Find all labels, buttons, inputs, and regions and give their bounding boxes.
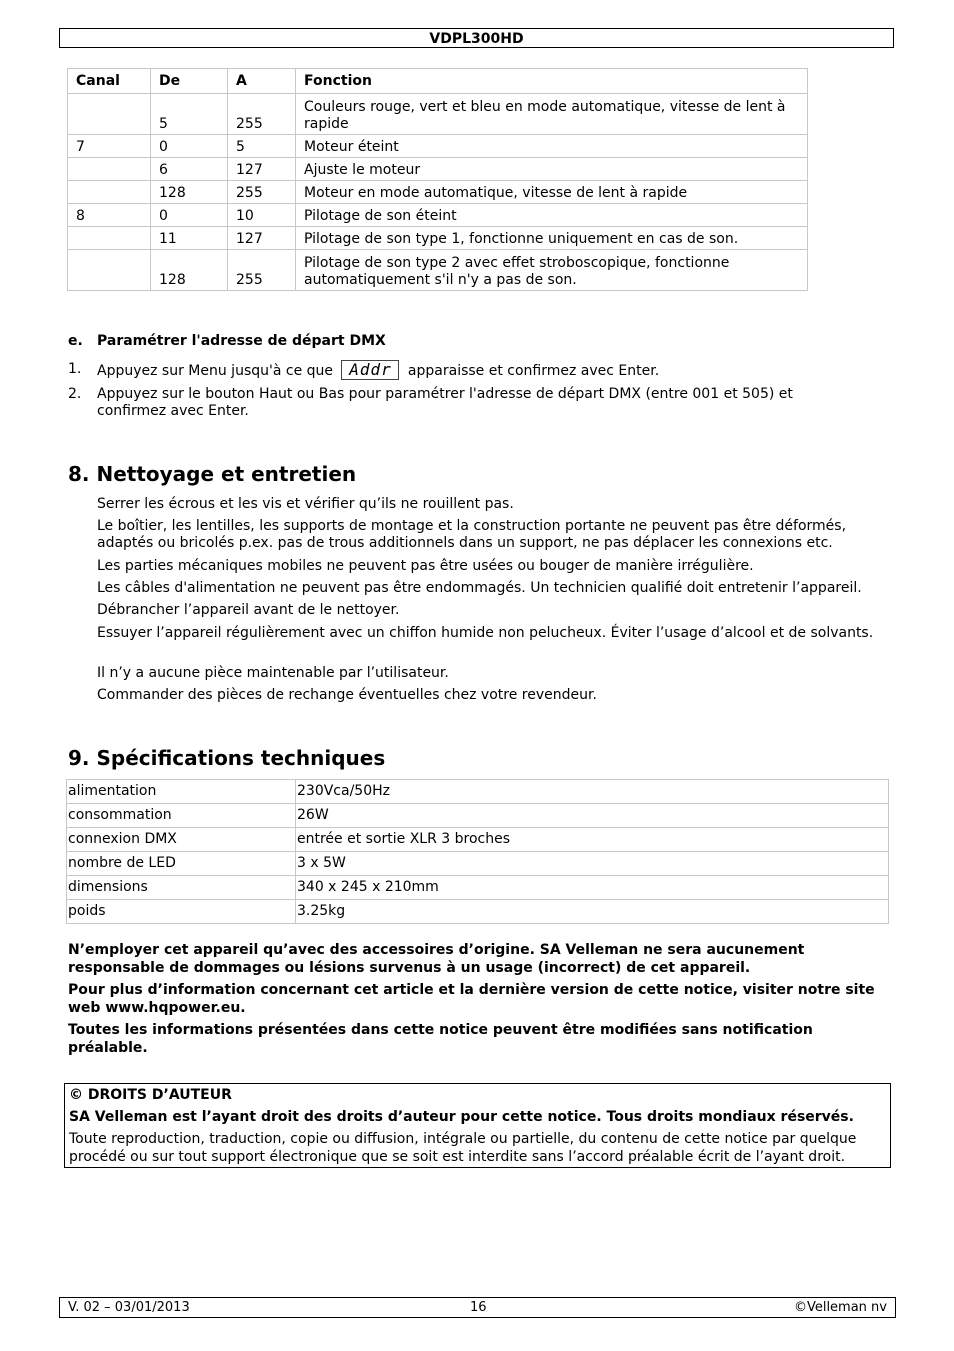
copyright-text: Toute reproduction, traduction, copie ou diffusion, intégrale ou partielle, du contenu de cette notice par quelque procédé ou sur tout support électronique que se soit est interdite sans l’accord préalable écrit de l’ayant droit. [69, 1131, 857, 1165]
cell-canal [68, 158, 151, 181]
model-title: VDPL300HD [429, 31, 524, 47]
paragraph: Serrer les écrous et les vis et vérifier qu’ils ne rouillent pas. [97, 496, 514, 512]
step-2 [68, 386, 868, 422]
table-row [67, 852, 889, 876]
table-row [68, 135, 808, 158]
col-header-a: A [228, 69, 296, 94]
addr-display-icon: Addr [341, 360, 399, 380]
cell-fonction: Moteur en mode automatique, vitesse de lent à rapide [296, 181, 808, 204]
table-row [67, 780, 889, 804]
cell-canal [68, 94, 151, 135]
spec-value: 340 x 245 x 210mm [296, 876, 889, 900]
cell-fonction: Pilotage de son type 1, fonctionne uniquement en cas de son. [296, 227, 808, 250]
cell-canal [68, 181, 151, 204]
paragraph: Commander des pièces de rechange éventuelles chez votre revendeur. [97, 687, 597, 703]
paragraph: Le boîtier, les lentilles, les supports de montage et la construction portante ne peuvent pas être déformés, adaptés ou bricolés p.ex. pas de trous additionnels dans un support, ne pas déplacer les connexions etc. [97, 518, 847, 551]
step-text: Appuyez sur le bouton Haut ou Bas pour paramétrer l'adresse de départ DMX (entre 001 et 505) et confirmez avec Enter. [97, 386, 793, 419]
spec-value: 26W [296, 804, 889, 828]
table-header-row [68, 69, 808, 94]
copyright-bold-line: SA Velleman est l’ayant droit des droits d’auteur pour cette notice. Tous droits mondiaux réservés. [69, 1109, 854, 1125]
spec-value: entrée et sortie XLR 3 broches [296, 828, 889, 852]
cell-fonction: Pilotage de son type 2 avec effet stroboscopique, fonctionne automatiquement s'il n'y a pas de son. [296, 250, 808, 291]
spec-value: 3.25kg [296, 900, 889, 924]
cell-de: 6 [151, 158, 228, 181]
copyright-title: © DROITS D’AUTEUR [69, 1087, 232, 1103]
col-header-canal: Canal [68, 69, 151, 94]
cell-canal: 7 [68, 135, 151, 158]
heading-text: Paramétrer l'adresse de départ DMX [97, 333, 386, 349]
step-number: 1. [68, 361, 82, 377]
step-text [97, 361, 857, 381]
table-row [67, 828, 889, 852]
dmx-channel-table [67, 68, 808, 291]
paragraph: Essuyer l’appareil régulièrement avec un chiffon humide non pelucheux. Éviter l’usage d’alcool et de solvants. [97, 625, 874, 641]
document-header [59, 28, 894, 48]
cell-de: 128 [151, 181, 228, 204]
cell-de: 0 [151, 135, 228, 158]
spec-key: dimensions [67, 876, 296, 900]
cell-de: 11 [151, 227, 228, 250]
note-more-info: Pour plus d’information concernant cet article et la dernière version de cette notice, visiter notre site web www.hqpower.eu. [68, 982, 875, 1016]
cell-a: 255 [228, 94, 296, 135]
cell-de: 5 [151, 94, 228, 135]
cell-fonction: Pilotage de son éteint [296, 204, 808, 227]
document-footer [59, 1297, 896, 1318]
spec-key: alimentation [67, 780, 296, 804]
table-row [68, 204, 808, 227]
step-text-before: Appuyez sur Menu jusqu'à ce que [97, 363, 334, 379]
brand-copyright: ©Velleman nv [793, 1300, 887, 1315]
cell-canal [68, 227, 151, 250]
paragraph: Débrancher l’appareil avant de le nettoyer. [97, 602, 400, 618]
paragraph: Il n’y a aucune pièce maintenable par l’utilisateur. [97, 665, 449, 681]
page-number: 16 [470, 1300, 487, 1315]
dmx-address-heading [68, 333, 386, 349]
table-row [67, 900, 889, 924]
table-row [67, 804, 889, 828]
spec-key: connexion DMX [67, 828, 296, 852]
cell-canal [68, 250, 151, 291]
note-accessories: N’employer cet appareil qu’avec des accessoires d’origine. SA Velleman ne sera aucunement responsable de dommages ou lésions survenus à un usage (incorrect) de cet appareil. [68, 942, 805, 976]
col-header-fonction: Fonction [296, 69, 808, 94]
cell-a: 127 [228, 227, 296, 250]
cell-a: 10 [228, 204, 296, 227]
table-row [68, 94, 808, 135]
step-1 [68, 361, 868, 381]
table-row [68, 181, 808, 204]
section-8-title: 8. Nettoyage et entretien [68, 462, 357, 486]
spec-key: nombre de LED [67, 852, 296, 876]
table-row [67, 876, 889, 900]
version-date: V. 02 – 03/01/2013 [68, 1300, 190, 1315]
table-row [68, 158, 808, 181]
spec-value: 3 x 5W [296, 852, 889, 876]
cell-a: 255 [228, 181, 296, 204]
table-row [68, 227, 808, 250]
cell-de: 0 [151, 204, 228, 227]
heading-label: e. [68, 333, 83, 349]
cell-fonction: Ajuste le moteur [296, 158, 808, 181]
note-modifications: Toutes les informations présentées dans cette notice peuvent être modifiées sans notification préalable. [68, 1022, 813, 1056]
copyright-box [64, 1083, 891, 1168]
table-row [68, 250, 808, 291]
paragraph: Les parties mécaniques mobiles ne peuvent pas être usées ou bouger de manière irrégulière. [97, 558, 754, 574]
section-9-title: 9. Spécifications techniques [68, 746, 386, 770]
step-text-after: apparaisse et confirmez avec Enter. [407, 363, 660, 379]
col-header-de: De [151, 69, 228, 94]
spec-key: consommation [67, 804, 296, 828]
specifications-table [66, 779, 889, 924]
step-number: 2. [68, 386, 82, 402]
cell-a: 255 [228, 250, 296, 291]
cell-fonction: Moteur éteint [296, 135, 808, 158]
spec-key: poids [67, 900, 296, 924]
cell-fonction: Couleurs rouge, vert et bleu en mode automatique, vitesse de lent à rapide [296, 94, 808, 135]
cell-de: 128 [151, 250, 228, 291]
paragraph: Les câbles d'alimentation ne peuvent pas être endommagés. Un technicien qualifié doit entretenir l’appareil. [97, 580, 862, 596]
spec-value: 230Vca/50Hz [296, 780, 889, 804]
cell-a: 5 [228, 135, 296, 158]
cell-canal: 8 [68, 204, 151, 227]
cell-a: 127 [228, 158, 296, 181]
